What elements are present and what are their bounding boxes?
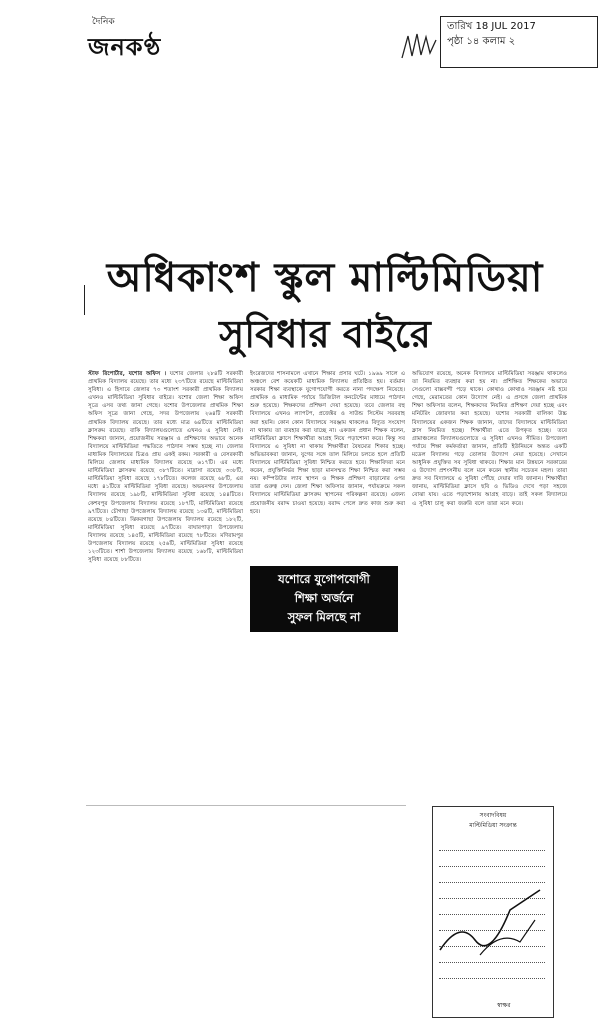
newspaper-masthead bbox=[88, 14, 161, 69]
form-title-2: মাল্টিমিডিয়া সংক্রান্ত bbox=[469, 822, 517, 829]
column-1-text: যশোর জেলার ২৮৪টি সরকারী প্রাথমিক বিদ্যালয় রয়েছে। তার মধ্যে ২৩৭টিতে রয়েছে মাল্টিমিডিয়া সুবিধা। এ হিসাবে জেলার ৭৩ শতাংশ সরকারী প্রাথমিক বিদ্যালয় এখনও মাল্টিমিডিয়া সুবিধার বাইরে। যশোর জেলা শিক্ষা অফিস সূত্রে এসব তথ্য জানা গেছে। যশোর উপজেলার প্রাথমিক শিক্ষা অফিস সূত্রে জানা গেছে, সদর উপজেলায় ২৬৪টি সরকারী প্রাথমিক বিদ্যালয় রয়েছে। তার মধ্যে মাত্র ৬৪টিতে মাল্টিমিডিয়া ক্লাসরুম রয়েছে। বাকি বিদ্যালয়গুলোতে এখনও এ সুবিধা নেই। শিক্ষকরা জানান, প্রয়োজনীয় সরঞ্জাম ও প্রশিক্ষণের অভাবে অনেক বিদ্যালয়ে মাল্টিমিডিয়া পদ্ধতিতে পাঠদান সম্ভব হচ্ছে না। জেলার মাধ্যমিক বিদ্যালয়ের চিত্রও প্রায় একই রকম। সরকারী ও বেসরকারী মিলিয়ে জেলায় মাধ্যমিক বিদ্যালয় রয়েছে ৬১৭টি। এর মধ্যে মাল্টিমিডিয়া ক্লাসরুম রয়েছে ৩৮৭টিতে। মাদ্রাসা রয়েছে ৩৩৮টি, মাল্টিমিডিয়া সুবিধা রয়েছে ১৭৮টিতে। কলেজ রয়েছে ৬৮টি, এর মধ্যে ৪১টিতে মাল্টিমিডিয়া সুবিধা রয়েছে। অভয়নগর উপজেলায় বিদ্যালয় রয়েছে ১৯৮টি, মাল্টিমিডিয়া সুবিধা রয়েছে ১৪৪টিতে। কেশবপুর উপজেলায় বিদ্যালয় রয়েছে ১৮৭টি, মাল্টিমিডিয়া রয়েছে ৯৭টিতে। চৌগাছা উপজেলায় বিদ্যালয় রয়েছে ১৩৪টি, মাল্টিমিডিয়া রয়েছে ৮৪টিতে। ঝিকরগাছা উপজেলায় বিদ্যালয় রয়েছে ১৮২টি, মাল্টিমিডিয়া সুবিধা রয়েছে ৯৭টিতে। বাঘারপাড়া উপজেলায় বিদ্যালয় রয়েছে ১৪৫টি, মাল্টিমিডিয়া রয়েছে ৭৮টিতে। মণিরামপুর উপজেলায় বিদ্যালয় রয়েছে ২৫৬টি, মাল্টিমিডিয়া সুবিধা রয়েছে ১২৩টিতে। শার্শা উপজেলায় বিদ্যালয় রয়েছে ১৬৮টি, মাল্টিমিডিয়া সুবিধা রয়েছে ৮৮টিতে। bbox=[88, 371, 243, 564]
form-signature-label: স্বাক্ষর bbox=[497, 1002, 511, 1009]
masthead-title: জনকণ্ঠ bbox=[88, 32, 162, 61]
masthead-daily-label: দৈনিক bbox=[92, 17, 115, 27]
headline-line-1: অধিকাংশ স্কুল মাল্টিমিডিয়া bbox=[106, 254, 544, 301]
article-column-3 bbox=[412, 370, 567, 802]
article-byline: স্টাফ রিপোর্টার, যশোর অফিস । bbox=[88, 371, 167, 377]
pull-quote-line-2: শিক্ষা অর্জনে bbox=[294, 591, 354, 605]
form-row bbox=[439, 857, 545, 867]
pull-quote-box bbox=[250, 566, 398, 632]
form-header bbox=[433, 811, 553, 831]
form-title-1: সংবাদবিষয় bbox=[479, 812, 507, 819]
date-stamp bbox=[440, 16, 598, 68]
column-2-text: ইংরেজদের শাসনামলে এখানে শিক্ষার প্রসার ঘটে। ১৯৬৯ সালে এ অঞ্চলে বেশ কয়েকটি মাধ্যমিক বিদ্যালয় প্রতিষ্ঠিত হয়। বর্তমান সরকার শিক্ষা ব্যবস্থাকে যুগোপযোগী করতে নানা পদক্ষেপ নিয়েছে। প্রাথমিক ও মাধ্যমিক পর্যায়ে ডিজিটাল কনটেন্টের মাধ্যমে পাঠদান শুরু হয়েছে। শিক্ষকদের প্রশিক্ষণ দেয়া হয়েছে। তবে জেলার বহু বিদ্যালয়ে এখনও ল্যাপটপ, প্রজেক্টর ও সাউন্ড সিস্টেম সরবরাহ করা হয়নি। কোন কোন বিদ্যালয়ে সরঞ্জাম থাকলেও বিদ্যুত সংযোগ না থাকায় তা ব্যবহার করা যাচ্ছে না। একজন প্রধান শিক্ষক বলেন, মাল্টিমিডিয়া ক্লাসে শিক্ষার্থীরা আগ্রহ নিয়ে পড়াশোনা করে। কিন্তু সব বিদ্যালয়ে এ সুবিধা না থাকায় শিক্ষার্থীরা বৈষম্যের শিকার হচ্ছে। অভিভাবকরা জানান, যুগের সঙ্গে তাল মিলিয়ে চলতে হলে প্রতিটি বিদ্যালয়ে মাল্টিমিডিয়া সুবিধা নিশ্চিত করতে হবে। শিক্ষাবিদরা মনে করেন, প্রযুক্তিনির্ভর শিক্ষা ছাড়া মানসম্মত শিক্ষা নিশ্চিত করা সম্ভব নয়। কম্পিউটার ল্যাব স্থাপন ও শিক্ষক প্রশিক্ষণ বাড়ানোর ওপর তারা গুরুত্ব দেন। জেলা শিক্ষা অফিসার জানান, পর্যায়ক্রমে সকল বিদ্যালয়ে মাল্টিমিডিয়া ক্লাসরুম স্থাপনের পরিকল্পনা রয়েছে। এজন্য প্রয়োজনীয় বরাদ্দ চাওয়া হয়েছে। বরাদ্দ পেলে দ্রুত কাজ শুরু করা হবে। bbox=[250, 371, 405, 515]
headline-line-2: সুবিধার বাইরে bbox=[219, 311, 431, 356]
pull-quote-line-1: যশোরে যুগোপযোগী bbox=[278, 572, 370, 586]
article-column-1 bbox=[88, 370, 243, 802]
stamp-date: তারিখ 18 JUL 2017 bbox=[447, 21, 536, 32]
form-row bbox=[439, 841, 545, 851]
handwritten-signature bbox=[430, 880, 550, 970]
form-row bbox=[439, 969, 545, 979]
column-3-text: অভিযোগ রয়েছে, অনেক বিদ্যালয়ে মাল্টিমিডিয়া সরঞ্জাম থাকলেও তা নিয়মিত ব্যবহার করা হয় না। প্রশিক্ষিত শিক্ষকের অভাবে সেগুলো বাক্সবন্দী পড়ে থাকে। কোথাও কোথাও সরঞ্জাম নষ্ট হয়ে গেছে, মেরামতের কোন উদ্যোগ নেই। এ প্রসঙ্গে জেলা প্রাথমিক শিক্ষা অফিসার বলেন, শিক্ষকদের নিয়মিত প্রশিক্ষণ দেয়া হচ্ছে এবং মনিটরিং জোরদার করা হয়েছে। যশোর সরকারী বালিকা উচ্চ বিদ্যালয়ের একজন শিক্ষক জানান, তাদের বিদ্যালয়ে মাল্টিমিডিয়া ক্লাস নিয়মিত হচ্ছে। শিক্ষার্থীরা এতে উপকৃত হচ্ছে। তবে গ্রামাঞ্চলের বিদ্যালয়গুলোতে এ সুবিধা এখনও সীমিত। উপজেলা পর্যায়ে শিক্ষা কর্মকর্তারা জানান, প্রতিটি ইউনিয়নে অন্তত একটি মডেল বিদ্যালয় গড়ে তোলার উদ্যোগ নেয়া হয়েছে। সেখানে আধুনিক প্রযুক্তির সব সুবিধা থাকবে। শিক্ষার মান উন্নয়নে সরকারের এ উদ্যোগ প্রশংসনীয় বলে মনে করেন স্থানীয় সচেতন মহল। তারা দ্রুত সব বিদ্যালয়ে এ সুবিধা পৌঁছে দেয়ার দাবি জানান। শিক্ষার্থীরা জানায়, মাল্টিমিডিয়া ক্লাসে ছবি ও ভিডিও দেখে পড়া সহজে বোঝা যায়। এতে পড়াশোনায় আগ্রহ বাড়ে। তাই সকল বিদ্যালয়ে এ সুবিধা চালু করা জরুরি বলে তারা মনে করে। bbox=[412, 371, 567, 507]
handwritten-scribble bbox=[400, 28, 442, 68]
pull-quote-line-3: সুফল মিলছে না bbox=[287, 610, 361, 624]
article-headline bbox=[70, 250, 580, 362]
article-bottom-rule bbox=[86, 805, 406, 806]
stamp-page: পৃষ্ঠা ১৪ কলাম ২ bbox=[447, 36, 516, 47]
